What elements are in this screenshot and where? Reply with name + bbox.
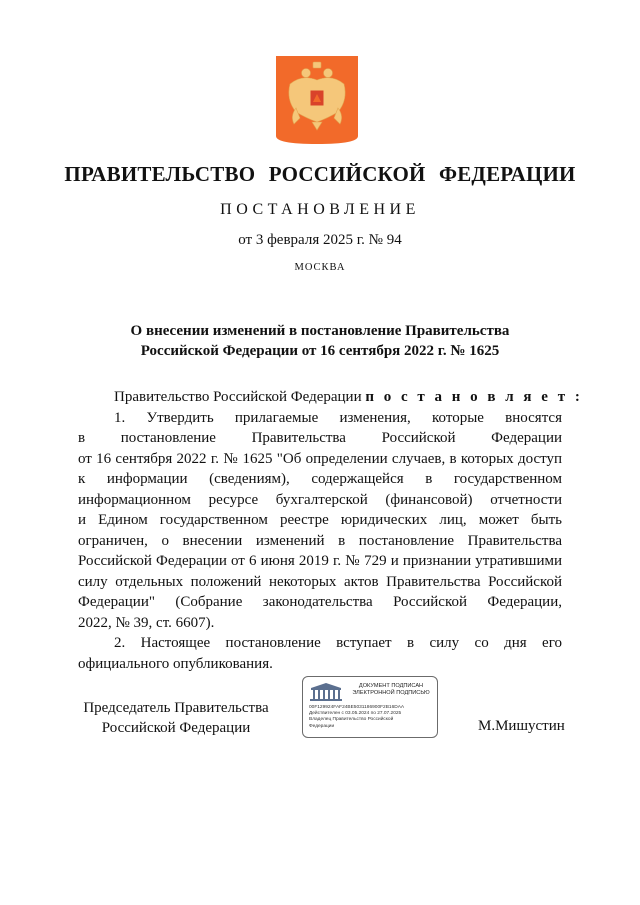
coat-of-arms-emblem	[276, 56, 358, 144]
signatory-name: М.Мишустин	[478, 718, 565, 734]
paragraph-1-line: и Едином государственном реестре юридических лиц, может быть	[78, 512, 562, 528]
russian-coat-of-arms-icon	[276, 56, 358, 144]
document-city: МОСКВА	[294, 262, 346, 273]
intro-paragraph	[78, 387, 583, 408]
organization-name: ПРАВИТЕЛЬСТВО РОССИЙСКОЙ ФЕДЕРАЦИИ	[64, 162, 576, 186]
stamp-title-line: ДОКУМЕНТ ПОДПИСАН	[358, 683, 424, 689]
paragraph-1-line: от 16 сентября 2022 г. № 1625 "Об определении случаев, в которых доступ	[78, 450, 562, 467]
paragraph-1-line: к информации (сведениям), содержащейся в государственном	[78, 471, 562, 487]
document-title-line: О внесении изменений в постановление Правительства	[130, 323, 510, 339]
electronic-signature-stamp	[302, 676, 438, 738]
signatory-position-line: Российской Федерации	[101, 720, 251, 736]
signatory-position-line: Председатель Правительства	[83, 700, 269, 716]
document-date-number: от 3 февраля 2025 г. № 94	[238, 232, 402, 248]
paragraph-1-line: Российской Федерации от 6 июня 2019 г. № 729 и признании утратившими	[78, 553, 562, 569]
paragraph-1-line: 1. Утвердить прилагаемые изменения, которые вносятся	[114, 409, 562, 426]
paragraph-1-line: информационном ресурсе бухгалтерской (финансовой) отчетности	[78, 491, 562, 508]
paragraph-2-line: 2. Настоящее постановление вступает в силу со дня его	[114, 635, 562, 651]
stamp-title	[347, 683, 435, 697]
stamp-owner-line: Федерации	[309, 723, 335, 729]
paragraph-1-line: Федерации" (Собрание законодательства Российской Федерации,	[78, 594, 562, 610]
government-building-icon	[309, 682, 343, 702]
stamp-details	[309, 705, 435, 730]
paragraph-2-line: официального опубликования.	[78, 655, 273, 672]
paragraph-1-line: ограничен, о внесении изменений в постановление Правительства	[78, 532, 562, 549]
document-title	[80, 321, 560, 361]
stamp-title-line: ЭЛЕКТРОННОЙ ПОДПИСЬЮ	[352, 690, 430, 696]
stamp-certificate: 00F129924FAF24BE5031186900F2B16DAA	[309, 705, 405, 710]
document-title-line: Российской Федерации от 16 сентября 2022 г. № 1625	[140, 343, 500, 359]
paragraph-1-line: силу отдельных положений некоторых актов Правительства Российской	[78, 573, 562, 590]
paragraph-1-line: 2022, № 39, ст. 6607).	[78, 614, 215, 631]
intro-verb: п о с т а н о в л я е т :	[365, 389, 583, 405]
document-type: ПОСТАНОВЛЕНИЕ	[220, 201, 420, 218]
document-body	[78, 387, 583, 674]
intro-prefix: Правительство Российской Федерации	[114, 389, 362, 405]
paragraph-1-line: в постановление Правительства Российской Федерации	[78, 430, 562, 446]
signatory-position	[78, 698, 274, 738]
stamp-validity: Действителен с 03.05.2024 по 27.07.2025	[309, 711, 402, 717]
stamp-owner-line: Владелец Правительство Российской	[309, 717, 394, 723]
